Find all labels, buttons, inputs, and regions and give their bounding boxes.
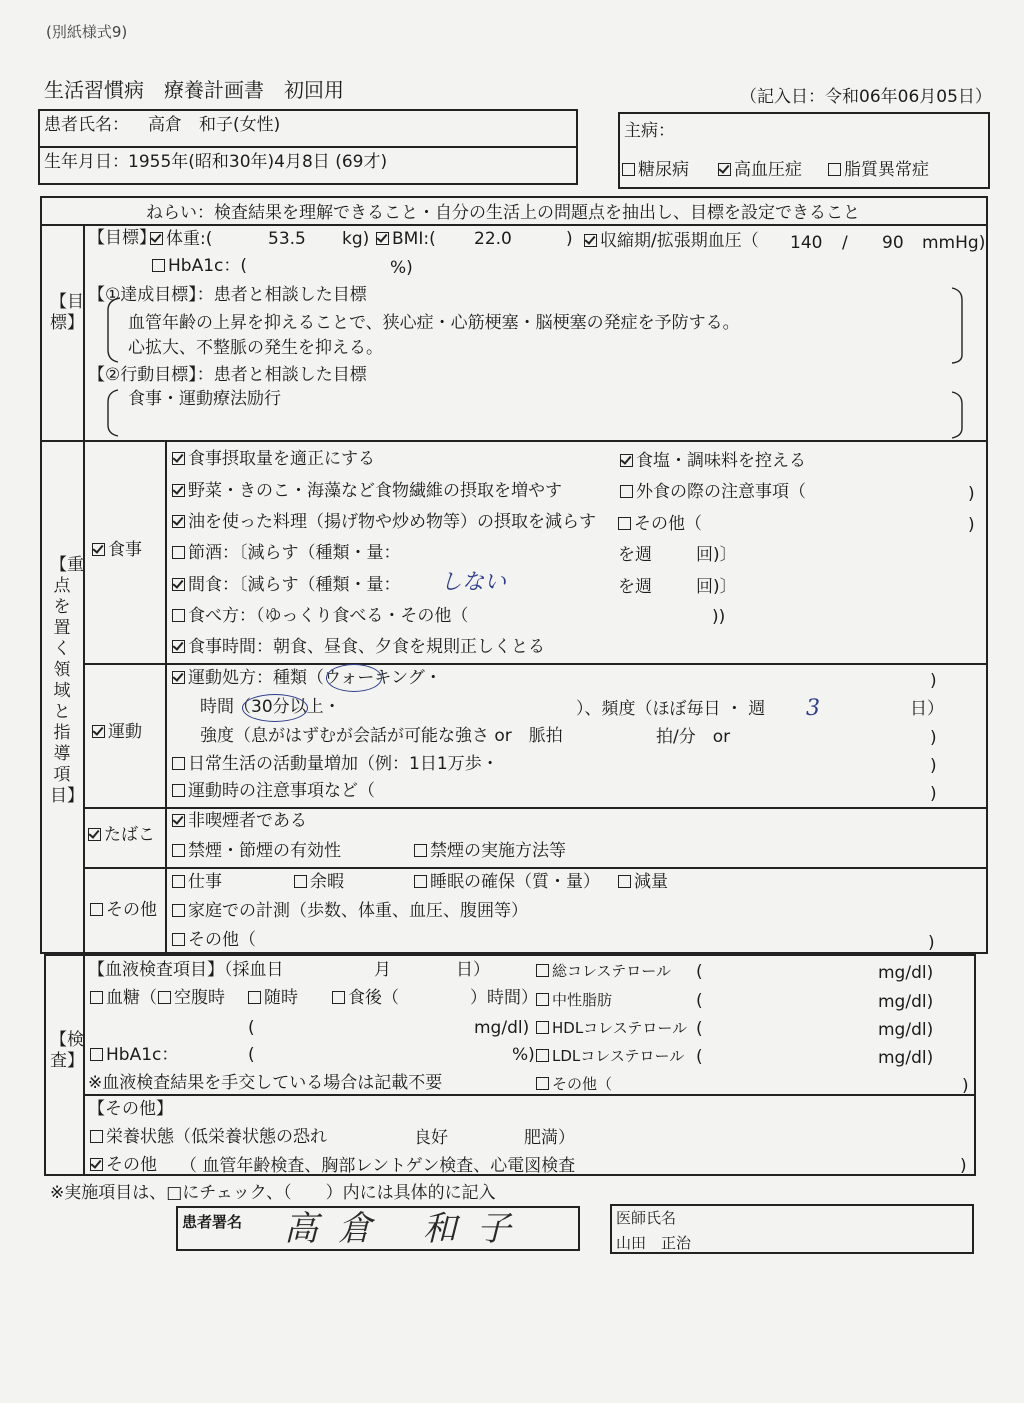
tobacco-item-1[interactable]: 非喫煙者である [172,811,307,831]
alcohol-times: 回)〕 [696,545,737,565]
paren: ( [696,991,703,1011]
exercise-daily[interactable]: 日常生活の活動量増加（例：1日1万歩・ [172,754,499,774]
checkbox-exercise[interactable] [92,725,105,738]
patient-name-label: 患者氏名： [44,115,129,135]
patient-name: 高倉 和子(女性) [148,115,281,135]
footnote: ※実施項目は、□にチェック、（ ）内には具体的に記入 [50,1183,496,1203]
fasting[interactable]: 空腹時 [158,988,225,1008]
diet-item-4[interactable]: 節酒：〔減らす（種類・量： [172,543,401,563]
target-label: 【目標】 [88,228,156,248]
bp-row: 収縮期/拡張期血圧（ [584,231,759,251]
weight-value: 53.5 [268,229,306,249]
thirty-min-circle [242,694,308,722]
exercise-prescription[interactable]: 運動処方：種類（ウォーキング・ [172,668,442,688]
weight-unit: kg) [342,229,370,249]
total-cholesterol[interactable]: 総コレステロール [536,961,671,981]
exercise-caution[interactable]: 運動時の注意事項など（ [172,781,375,801]
lipid-unit: mg/dl) [878,992,934,1012]
bmi-row: BMI:( [376,229,436,249]
bmi-value: 22.0 [474,229,512,249]
paren: ) [930,756,937,776]
frequency-handwritten: 3 [806,696,820,721]
exam-note: ※血液検査結果を手交している場合は記載不要 [88,1073,443,1093]
nutrition-status[interactable]: 栄養状態（低栄養状態の恐れ [90,1127,327,1147]
blood-title: 【血液検査項目】（採血日 [88,960,284,980]
eat-close: )) [712,607,726,627]
exercise-intensity: 強度（息がはずむが会話が可能な強さ or 脈拍 [200,726,563,746]
other-item-leisure[interactable]: 余暇 [294,872,344,892]
diet-item-6[interactable]: 食べ方：（ゆっくり食べる・その他（ [172,606,468,626]
paren: ) [930,671,937,691]
snack-times: 回)〕 [696,577,737,597]
goal2-label: 【②行動目標】：患者と相談した目標 [88,365,367,385]
checkbox-hypertension[interactable] [718,163,731,176]
blood-day: 日） [456,960,490,980]
checkbox-bp[interactable] [584,234,597,247]
patient-signature-label: 患者署名 [182,1213,243,1231]
exam-other-check[interactable]: その他 [90,1155,157,1175]
hba1c-unit: %) [390,258,413,278]
bp-diastolic: 90 [882,233,904,253]
diet-item-1[interactable]: 食事摂取量を適正にする [172,449,375,469]
disease-hypertension[interactable]: 高血圧症 [718,160,802,180]
main-disease-label: 主病： [624,121,675,141]
pulse-unit: 拍/分 or [656,727,731,747]
snack-per-week: を週 [618,577,652,597]
other-item-home[interactable]: 家庭での計測（歩数、体重、血圧、腹囲等） [172,901,528,921]
alcohol-per-week: を週 [618,545,652,565]
paren: ) [962,1076,969,1096]
diet-right-3[interactable]: その他（ [618,514,702,534]
diet-right-2[interactable]: 外食の際の注意事項（ [620,482,806,502]
nutrition-good: 良好 [414,1128,448,1148]
diet-item-7[interactable]: 食事時間：朝食、昼食、夕食を規則正しくとる [172,637,545,657]
paren: ) [968,484,975,504]
doctor-label: 医師氏名 [616,1209,677,1227]
checkbox-hba1c[interactable] [152,259,165,272]
tobacco-item-2[interactable]: 禁煙・節煙の有効性 [172,841,341,861]
other-item-sleep[interactable]: 睡眠の確保（質・量） [414,872,600,892]
doctor-name: 山田 正治 [616,1234,692,1252]
diet-item-5[interactable]: 間食：〔減らす（種類・量： [172,575,401,595]
paren: ( [696,962,703,982]
goals-section-label: 【目標】 [50,292,84,333]
hba1c-row: HbA1c：( [152,256,247,276]
exercise-time: 時間（30分以上・ [200,697,341,717]
exercise-frequency: ）、頻度（ほぼ毎日 ・ 週 [576,699,766,719]
form-number: (別紙様式9) [46,23,128,41]
nutrition-obese: 肥満） [524,1128,575,1148]
glucose-open: ( [248,1018,255,1038]
other-category[interactable]: その他 [90,900,157,920]
lipid-unit: mg/dl) [878,1020,934,1040]
checkbox-dyslipidemia[interactable] [828,163,841,176]
random[interactable]: 随時 [248,988,298,1008]
diet-category[interactable]: 食事 [92,540,142,560]
snack-handwritten: しない [440,570,507,595]
walking-circle [326,664,382,692]
lipid-unit: mg/dl) [878,963,934,983]
bp-slash: / [842,233,848,253]
glucose[interactable]: 血糖（ [90,988,157,1008]
bp-unit: mmHg) [922,233,986,253]
disease-dyslipidemia[interactable]: 脂質異常症 [828,160,929,180]
hdl-cholesterol[interactable]: HDLコレステロール [536,1018,687,1038]
triglyceride[interactable]: 中性脂肪 [536,990,612,1010]
tobacco-item-3[interactable]: 禁煙の実施方法等 [414,841,566,861]
other-item-work[interactable]: 仕事 [172,872,222,892]
form-title: 生活習慣病 療養計画書 初回用 [44,78,344,102]
blood-month: 月 [374,960,391,980]
paren: ) [960,1156,967,1176]
lipid-unit: mg/dl) [878,1048,934,1068]
disease-diabetes[interactable]: 糖尿病 [622,160,689,180]
other-item-other[interactable]: その他（ [172,930,256,950]
birth-value: 1955年(昭和30年)4月8日 (69才) [128,152,388,172]
checkbox-tobacco[interactable] [88,828,101,841]
checkbox-diet[interactable] [92,543,105,556]
ldl-cholesterol[interactable]: LDLコレステロール [536,1046,684,1066]
hours: ）時間） [470,988,538,1008]
focus-section-label: 【重点を置く領域と指導項目】 [50,555,84,806]
exam-other-text: （ 血管年齢検査、胸部レントゲン検査、心電図検査 [180,1156,576,1176]
tobacco-category[interactable]: たばこ [88,825,155,845]
hba1c-percent: %) [512,1045,535,1065]
goal1-label: 【①達成目標】：患者と相談した目標 [88,285,367,305]
checkbox-bmi[interactable] [376,232,389,245]
diet-right-1[interactable]: 食塩・調味料を控える [620,451,806,471]
lipid-other[interactable]: その他（ [536,1074,612,1094]
goal1-text1: 血管年齢の上昇を抑えることで、狭心症・心筋梗塞・脳梗塞の発症を予防する。 [128,313,740,333]
goal2-text: 食事・運動療法励行 [128,389,281,409]
paren: ( [696,1047,703,1067]
checkbox-weight[interactable] [150,232,163,245]
birth-label: 生年月日： [44,152,129,172]
frequency-unit: 日） [910,699,944,719]
paren: ( [696,1019,703,1039]
patient-signature: 高倉 和子 [284,1209,531,1249]
paren: ) [930,784,937,804]
paren: ) [928,933,935,953]
exercise-category[interactable]: 運動 [92,722,142,742]
postmeal[interactable]: 食後（ [332,988,399,1008]
glucose-unit: mg/dl) [474,1018,530,1038]
paren: ) [930,728,937,748]
exam-hba1c[interactable]: HbA1c： [90,1045,178,1065]
exam-section-label: 【検査】 [50,1030,84,1071]
entry-date: （記入日：令和06年06月05日） [740,87,992,107]
bp-systolic: 140 [790,233,823,253]
hba1c-open: ( [248,1045,255,1065]
checkbox-other[interactable] [90,903,103,916]
checkbox-diabetes[interactable] [622,163,635,176]
paren: ) [968,515,975,535]
goal1-text2: 心拡大、不整脈の発生を抑える。 [128,338,383,358]
diet-item-2[interactable]: 野菜・きのこ・海藻など食物繊維の摂取を増やす [172,481,562,501]
aim-text: ねらい：検査結果を理解できること・自分の生活上の問題点を抽出し、目標を設定できること [146,203,860,223]
weight-row: 体重:( [150,229,212,249]
exam-other-title: 【その他】 [88,1099,173,1119]
other-item-weightloss[interactable]: 減量 [618,872,668,892]
bmi-close: ) [566,229,573,249]
diet-item-3[interactable]: 油を使った料理（揚げ物や炒め物等）の摂取を減らす [172,512,596,532]
